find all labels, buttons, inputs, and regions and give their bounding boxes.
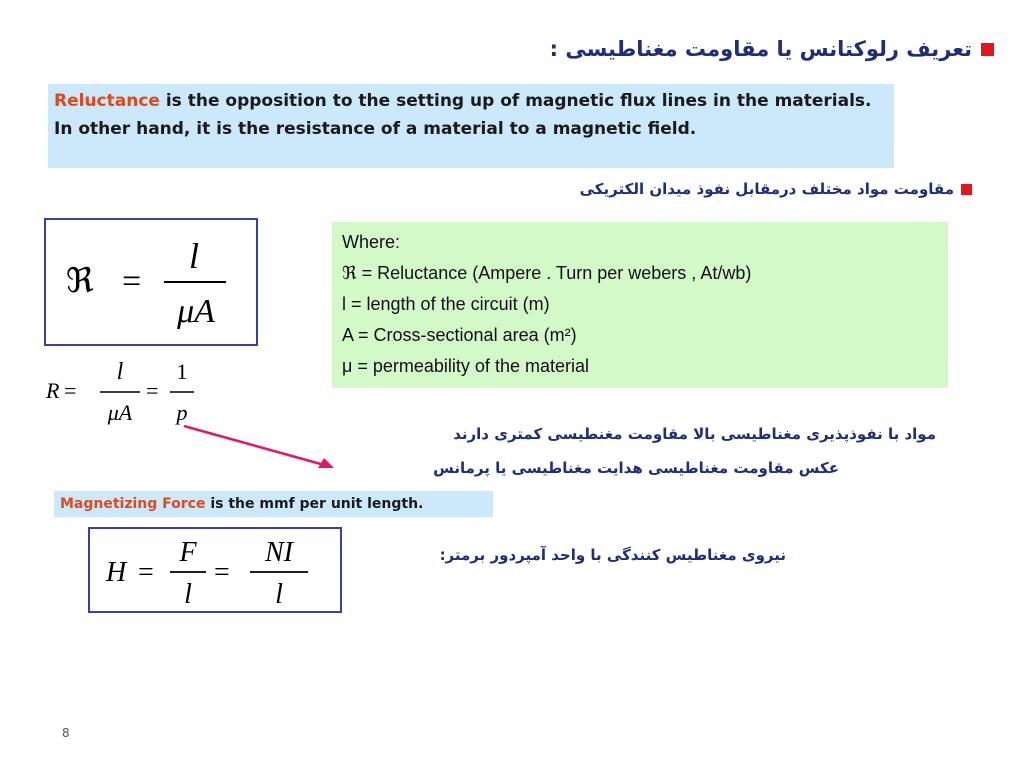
- where-line: ℜ = Reluctance (Ampere . Turn per webers , At/wb): [342, 263, 752, 283]
- magnetizing-text: is the mmf per unit length.: [205, 496, 424, 512]
- formula2-num1: l: [116, 359, 124, 385]
- formula3-lhs: H: [106, 557, 127, 588]
- formula3-eq2: =: [214, 557, 230, 588]
- page-number: 8: [62, 726, 70, 740]
- where-legend-box: [332, 222, 948, 388]
- where-line: A = Cross-sectional area (m²): [342, 325, 577, 345]
- formula-numerator: l: [188, 236, 200, 276]
- formula3-den1: l: [184, 579, 192, 610]
- pink-arrow: [180, 420, 340, 475]
- subtitle: [580, 180, 972, 198]
- reluctance-definition-text: is the opposition to the setting up of magnetic flux lines in the materials. In other hand, it is the resistance of a material to a magnetic field.: [54, 91, 872, 139]
- formula-lhs: ℜ: [66, 263, 94, 300]
- formula-eq: =: [122, 263, 142, 300]
- magnetizing-force-box: [54, 491, 493, 517]
- where-line: μ = permeability of the material: [342, 356, 589, 376]
- formula3-den2: l: [275, 579, 283, 610]
- formula2-den1: μA: [107, 400, 133, 425]
- reluctance-keyword: Reluctance: [54, 91, 160, 111]
- reluctance-definition-box: [48, 84, 894, 168]
- formula3-eq: =: [138, 557, 154, 588]
- magnetizing-keyword: Magnetizing Force: [60, 496, 206, 512]
- subtitle-text: مقاومت مواد مختلف درمقابل نفوذ میدان الکتریکی: [579, 180, 954, 198]
- magnetizing-unit-note: نیروی مغناطیس کنندگی با واحد آمپردور برمتر:: [439, 546, 786, 564]
- red-square-bullet-icon: [981, 43, 994, 56]
- slide-title-text: تعریف رلوکتانس یا مقاومت مغناطیسی :: [549, 37, 972, 61]
- where-line: l = length of the circuit (m): [342, 294, 550, 314]
- magnetizing-formula-box: [88, 527, 342, 613]
- formula2-num2: 1: [176, 359, 188, 384]
- formula2-eq2: =: [146, 378, 159, 403]
- permeance-note: عکس مقاومت مغناطیسی هدایت مغناطیسی یا پرمانس: [433, 459, 839, 477]
- reluctance-formula-box: [44, 218, 258, 346]
- formula2-eq: =: [64, 378, 77, 403]
- permeability-note: مواد با نفوذپذیری مغناطیسی بالا مقاومت مغنطیسی کمتری دارند: [453, 425, 936, 443]
- formula2-lhs: R: [46, 378, 60, 403]
- formula3-num2: NI: [265, 537, 293, 568]
- red-square-bullet-icon: [961, 184, 972, 195]
- formula-denominator: μA: [177, 293, 215, 330]
- formula2-den2: p: [176, 400, 188, 425]
- magnetizing-formula: [90, 529, 340, 611]
- where-heading: Where:: [342, 232, 401, 252]
- formula3-num1: F: [179, 537, 197, 568]
- reluctance-formula: [46, 220, 256, 344]
- slide-title: [550, 37, 994, 61]
